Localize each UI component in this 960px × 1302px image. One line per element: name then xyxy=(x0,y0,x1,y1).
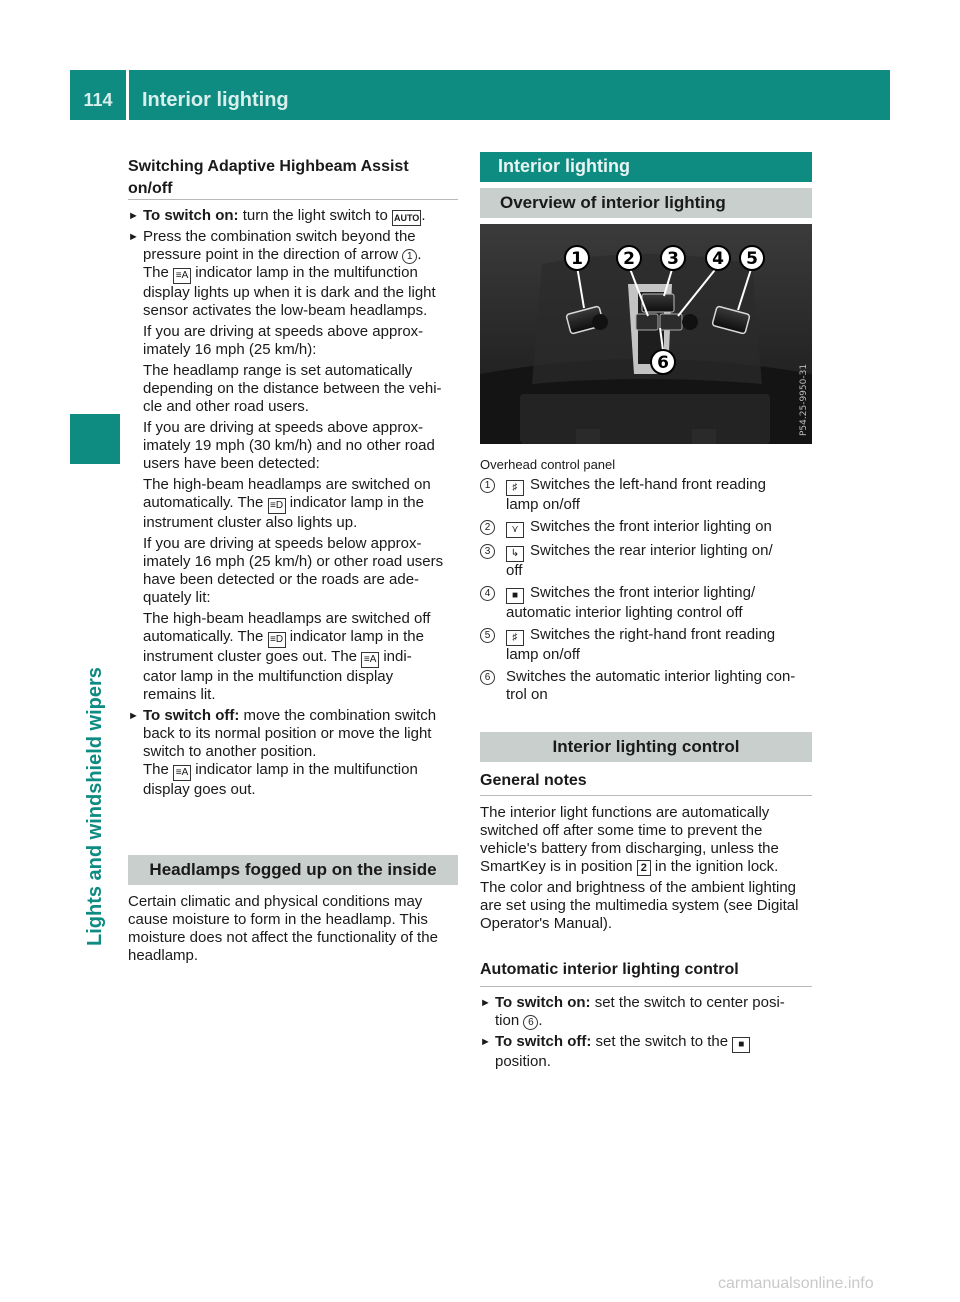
fogged-paragraph: Certain climatic and physical conditions may cause moisture to form in the headlamp. This moisture does not affect the functionality of the headlamp. xyxy=(128,893,438,964)
subsection-bar-overview: Overview of interior lighting xyxy=(480,188,812,218)
ref-number-5: 5 xyxy=(480,628,495,643)
highbeam-assist-icon: ≡A xyxy=(361,652,379,668)
side-tab-marker xyxy=(70,414,120,464)
legend-item-1: 1 ♯ Switches the left-hand front reading lamp on/off xyxy=(480,476,812,514)
highbeam-icon: ≡D xyxy=(268,632,286,648)
section-rule xyxy=(128,199,458,200)
legend-item-5: 5 ♯ Switches the right-hand front reading lamp on/off xyxy=(480,626,812,664)
page-title: Interior lighting xyxy=(142,89,289,111)
section-rule xyxy=(480,795,812,796)
auto-control-heading: Automatic interior lighting control xyxy=(480,961,739,978)
general-notes-heading: General notes xyxy=(480,772,587,789)
photo-reference-code: P54.25-9950-31 xyxy=(799,363,809,436)
reading-lamp-icon: ♯ xyxy=(506,480,524,496)
svg-text:3: 3 xyxy=(667,249,679,269)
highbeam-conditions: If you are driving at speeds above approx- imately 16 mph (25 km/h): The headlamp range is set automatically depending on the distance between the vehi- cle and other road users. If you are driving at speeds above approx- imately 19 mph (30 km/h) and no other road users have been detected: The high-beam headlamps are switched on automatically. The ≡D indicator lamp in the instrument cluster also lights up. If you are driving at speeds below approx- imately 16 mph (25 km/h) or other road users have been detected or the roads are ade- quately lit: The high-beam headlamps are switched off automatically. The ≡D indicator lamp in the instrument cluster goes out. The ≡A indi- cator lamp in the multifunction display remains lit. xyxy=(143,323,444,703)
auto-control-steps xyxy=(480,994,812,1071)
section-rule xyxy=(480,986,812,987)
arrow-bullet-icon: ► xyxy=(128,231,139,243)
svg-text:4: 4 xyxy=(712,249,724,269)
legend-item-6: 6 Switches the automatic interior lighting con- trol on xyxy=(480,668,812,704)
figure-caption: Overhead control panel xyxy=(480,457,616,472)
front-light-icon: ⋎ xyxy=(506,522,524,538)
chapter-side-label: Lights and windshield wipers xyxy=(84,667,106,946)
section-bar-interior-lighting: Interior lighting xyxy=(480,152,812,182)
step-switch-off: ► To switch off: move the combination switch back to its normal position or move the light switch to another position. The ≡A indicator lamp in the multifunction display goes out. xyxy=(128,707,437,798)
page-header xyxy=(70,70,890,120)
arrow-bullet-icon: ► xyxy=(128,210,139,222)
ref-number-6: 6 xyxy=(523,1015,538,1030)
legend-list xyxy=(480,476,812,704)
legend-item-2: 2 ⋎ Switches the front interior lighting on xyxy=(480,518,812,538)
step-auto-on: ► To switch on: set the switch to center posi- tion 6 . xyxy=(480,994,785,1029)
auto-light-icon: AUTO xyxy=(392,210,421,226)
ref-number-1: 1 xyxy=(480,478,495,493)
light-off-icon: ■ xyxy=(506,588,524,604)
highbeam-assist-icon: ≡A xyxy=(173,765,191,781)
key-position-2: 2 xyxy=(637,860,651,876)
arrow-bullet-icon: ► xyxy=(480,1036,491,1048)
svg-text:6: 6 xyxy=(657,353,669,373)
step-switch-on: ► To switch on: turn the light switch to AUTO . xyxy=(128,207,426,224)
header-divider xyxy=(126,70,129,120)
legend-item-3: 3 ↳ Switches the rear interior lighting on/ off xyxy=(480,542,812,580)
highbeam-icon: ≡D xyxy=(268,498,286,514)
svg-text:5: 5 xyxy=(746,249,758,269)
section-bar-interior-control: Interior lighting control xyxy=(480,732,812,762)
svg-text:2: 2 xyxy=(623,249,635,269)
section-heading-highbeam: Switching Adaptive Highbeam Assist on/off xyxy=(128,158,409,197)
step-press-switch: ► Press the combination switch beyond the pressure point in the direction of arrow 1 . The ≡A indicator lamp in the multifunction display lights up when it is dark and the light sensor activates the low-beam headlamps. xyxy=(128,228,436,319)
ref-number-1: 1 xyxy=(402,249,417,264)
footer-watermark: carmanualsonline.info xyxy=(718,1275,874,1292)
arrow-bullet-icon: ► xyxy=(128,710,139,722)
ref-number-4: 4 xyxy=(480,586,495,601)
ref-number-6: 6 xyxy=(480,670,495,685)
page-number: 114 xyxy=(83,90,113,110)
step-auto-off: ► To switch off: set the switch to the ■ position. xyxy=(480,1033,812,1071)
arrow-bullet-icon: ► xyxy=(480,997,491,1009)
section-bar-fogged: Headlamps fogged up on the inside xyxy=(128,855,458,885)
overhead-panel-photo xyxy=(480,224,812,444)
light-off-icon: ■ xyxy=(732,1037,750,1053)
legend-item-4: 4 ■ Switches the front interior lighting/ automatic interior lighting control off xyxy=(480,584,812,622)
rear-light-icon: ↳ xyxy=(506,546,524,562)
highbeam-steps xyxy=(128,207,458,799)
ref-number-3: 3 xyxy=(480,544,495,559)
general-notes-paragraph: The interior light functions are automatically switched off after some time to prevent the vehicle's battery from discharging, unless the SmartKey is in position 2 in the ignition lock. The color and brightness of the ambient lighting are set using the multimedia system (see Digital Operator's Manual). xyxy=(480,804,799,932)
highbeam-assist-icon: ≡A xyxy=(173,268,191,284)
reading-lamp-icon: ♯ xyxy=(506,630,524,646)
svg-text:1: 1 xyxy=(571,249,583,269)
ref-number-2: 2 xyxy=(480,520,495,535)
